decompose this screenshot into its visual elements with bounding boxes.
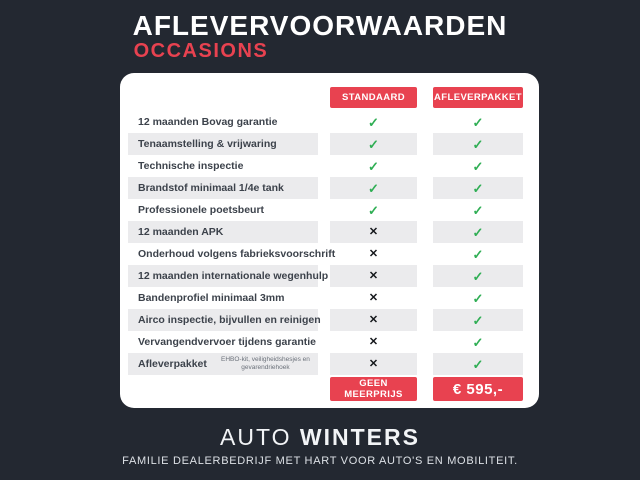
check-icon: ✓ (368, 180, 379, 196)
table-row (128, 155, 523, 177)
row-label: 12 maanden APK (138, 226, 224, 238)
table-row (128, 221, 523, 243)
column-header-row (128, 87, 523, 108)
check-icon: ✓ (472, 268, 484, 284)
row-label: 12 maanden internationale wegenhulp (138, 270, 329, 282)
cross-icon: ✕ (368, 269, 379, 282)
table-row (128, 111, 523, 133)
dealer-name-bold: WINTERS (299, 424, 420, 450)
row-label: Professionele poetsbeurt (138, 204, 265, 216)
hero-title-block (133, 11, 508, 62)
row-label: Brandstof minimaal 1/4e tank (138, 182, 284, 194)
check-icon: ✓ (472, 158, 484, 174)
table-row (128, 309, 523, 331)
table-row (128, 199, 523, 221)
check-icon: ✓ (368, 202, 379, 218)
dealer-logo (0, 424, 640, 451)
table-row (128, 353, 523, 375)
check-icon: ✓ (472, 356, 484, 372)
row-note: EHBO-kit, veiligheidshesjes en gevarendriehoek (221, 355, 310, 371)
table-row (128, 331, 523, 353)
comparison-card (120, 73, 539, 408)
check-icon: ✓ (472, 114, 484, 130)
check-icon: ✓ (472, 312, 484, 328)
table-row (128, 265, 523, 287)
column-header-afleverpakket[interactable]: AFLEVERPAKKET (433, 87, 523, 108)
check-icon: ✓ (368, 114, 379, 130)
row-label: Bandenprofiel minimaal 3mm (138, 292, 285, 304)
table-row (128, 287, 523, 309)
check-icon: ✓ (472, 180, 484, 196)
table-row (128, 133, 523, 155)
cross-icon: ✕ (368, 335, 379, 348)
dealer-name-light: AUTO (220, 424, 292, 450)
check-icon: ✓ (472, 290, 484, 306)
hero (0, 0, 640, 62)
row-label: 12 maanden Bovag garantie (138, 116, 278, 128)
footer-afleverpakket-price[interactable]: € 595,- (433, 377, 523, 401)
check-icon: ✓ (472, 334, 484, 350)
check-icon: ✓ (472, 202, 484, 218)
dealer-brand (0, 424, 640, 467)
row-label: Afleverpakket (138, 358, 207, 370)
row-label: Airco inspectie, bijvullen en reinigen (138, 314, 321, 326)
row-label: Technische inspectie (138, 160, 244, 172)
check-icon: ✓ (472, 246, 484, 262)
header-spacer (128, 87, 318, 108)
table-row (128, 243, 523, 265)
page-subtitle: OCCASIONS (133, 40, 269, 63)
column-footer-row (128, 377, 523, 401)
comparison-rows (128, 111, 523, 375)
cross-icon: ✕ (368, 313, 379, 326)
cross-icon: ✕ (368, 225, 379, 238)
dealer-tagline: FAMILIE DEALERBEDRIJF MET HART VOOR AUTO'S EN MOBILITEIT. (122, 455, 518, 467)
check-icon: ✓ (472, 224, 484, 240)
cross-icon: ✕ (368, 357, 379, 370)
footer-standaard-price[interactable]: GEEN MEERPRIJS (330, 377, 417, 401)
column-header-standaard[interactable]: STANDAARD (330, 87, 417, 108)
table-row (128, 177, 523, 199)
check-icon: ✓ (472, 136, 484, 152)
row-label: Onderhoud volgens fabrieksvoorschrift (138, 248, 336, 260)
check-icon: ✓ (368, 158, 379, 174)
row-label: Vervangendvervoer tijdens garantie (138, 336, 316, 348)
page-title: AFLEVERVOORWAARDEN (132, 10, 508, 41)
check-icon: ✓ (368, 136, 379, 152)
row-label: Tenaamstelling & vrijwaring (138, 138, 277, 150)
footer-spacer (128, 377, 318, 401)
cross-icon: ✕ (368, 291, 379, 304)
cross-icon: ✕ (368, 247, 379, 260)
